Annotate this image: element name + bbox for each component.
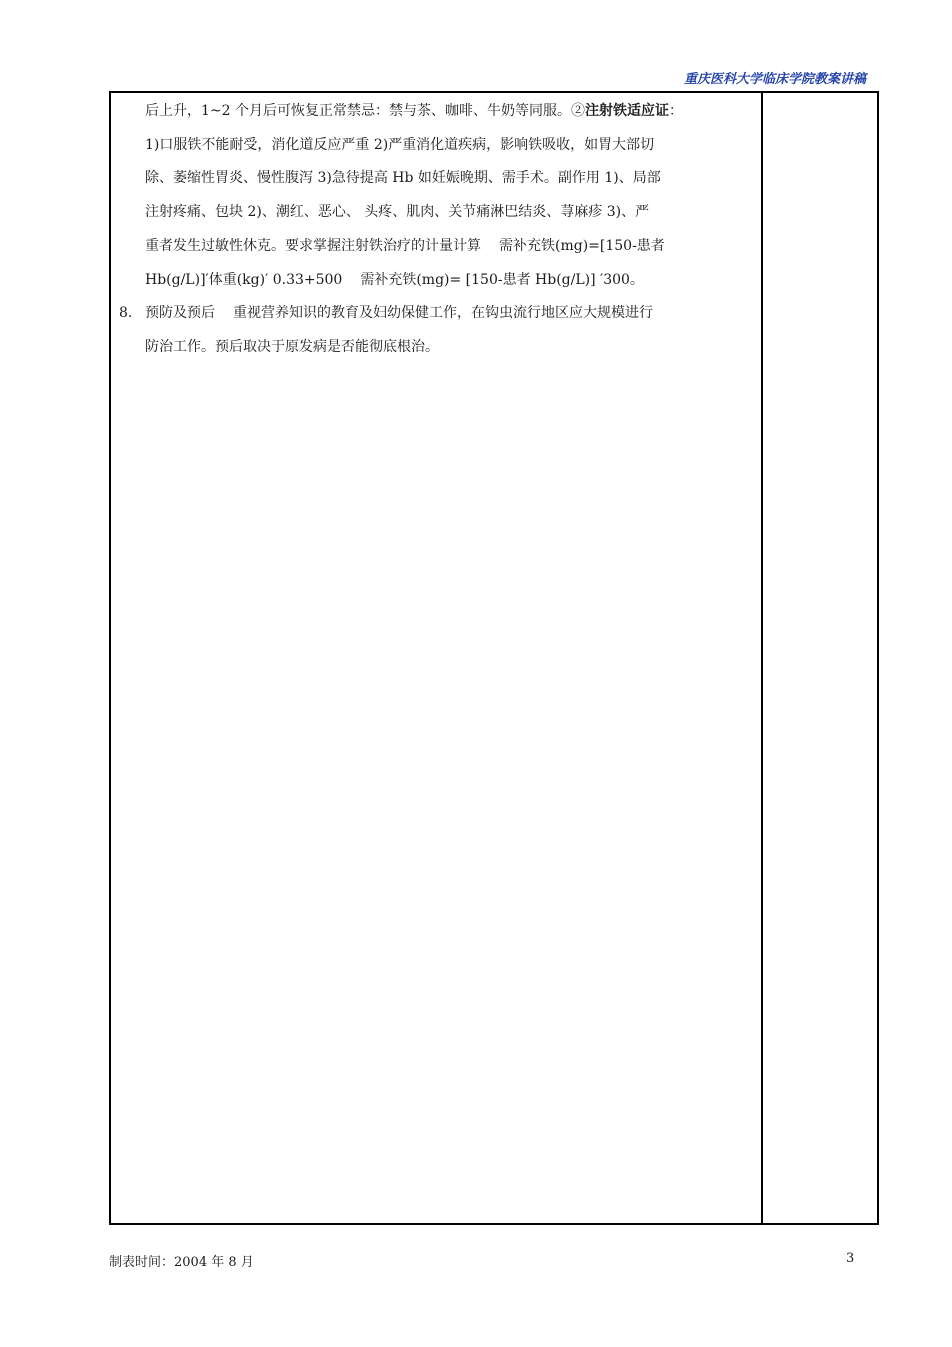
lecture-table-frame	[109, 91, 879, 1225]
text-line: 防治工作。预后取决于原发病是否能彻底根治。	[145, 338, 439, 355]
item-heading: 预防及预后	[145, 305, 215, 322]
text-line: 注射疼痛、包块 2)、潮红、恶心、 头疼、肌肉、关节痛淋巴结炎、荨麻疹 3)、严	[145, 204, 650, 221]
text-line: 后上升，1~2 个月后可恢复正常禁忌：禁与茶、咖啡、牛奶等同服。②注射铁适应证：	[145, 103, 683, 119]
footer-page-number: 3	[846, 1251, 855, 1266]
text-line: 除、萎缩性胃炎、慢性腹泻 3)急待提高 Hb 如妊娠晚期、需手术。副作用 1)、局部	[145, 170, 661, 187]
bold-heading-injection-indications: 注射铁适应证	[585, 103, 669, 119]
text-line: 重者发生过敏性休克。要求掌握注射铁治疗的计量计算 需补充铁(mg)=[150-患者	[145, 237, 665, 254]
list-item-prevention-prognosis	[119, 297, 759, 364]
footer-date-label: 制表时间：2004 年 8 月	[109, 1255, 254, 1270]
paragraph-iron-therapy	[119, 95, 759, 297]
list-item-number: 8.	[119, 305, 133, 322]
text-line: 1)口服铁不能耐受，消化道反应严重 2)严重消化道疾病，影响铁吸收，如胃大部切	[145, 136, 655, 153]
document-header-title: 重庆医科大学临床学院教案讲稿	[683, 72, 866, 87]
notes-column-divider	[761, 93, 763, 1223]
text-line: Hb(g/L)]′体重(kg)′ 0.33+500 需补充铁(mg)= [150-患者 Hb(g/L)] ′300。	[145, 271, 644, 288]
lecture-content-cell	[119, 95, 759, 365]
text-line: 预防及预后 重视营养知识的教育及妇幼保健工作，在钩虫流行地区应大规模进行	[145, 305, 653, 322]
